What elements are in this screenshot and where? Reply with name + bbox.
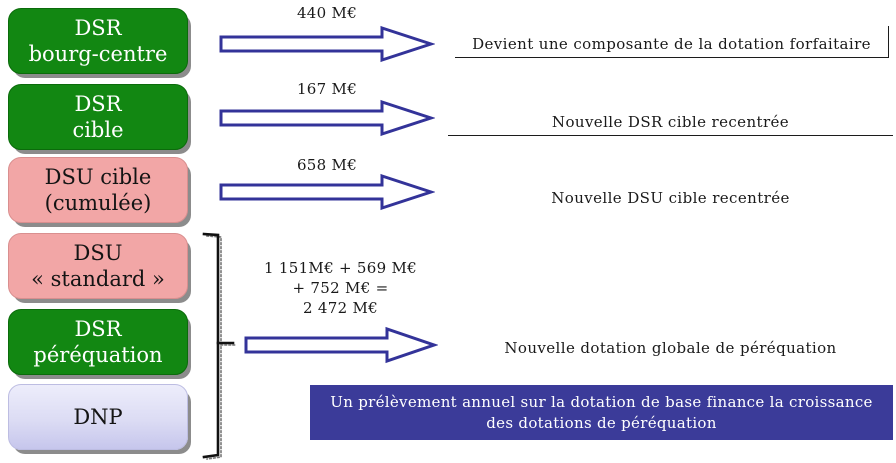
box-label-line: DSU cible [44, 165, 152, 189]
result-text: Nouvelle DSU cible recentrée [551, 189, 790, 207]
source-box-dsu-cible-cumulee [8, 157, 188, 223]
source-box-dsr-cible [8, 84, 188, 150]
box-label-line: (cumulée) [44, 191, 152, 215]
group-bracket [198, 227, 242, 463]
flow-amount-3: 658 M€ [296, 156, 358, 174]
right-arrow-icon [219, 25, 435, 63]
right-arrow-icon [219, 173, 435, 211]
box-label-line: bourg-centre [28, 42, 168, 66]
sum-line: + 752 M€ = [292, 279, 389, 297]
box-label-line: DSR [74, 317, 122, 341]
box-label-line: « standard » [31, 267, 165, 291]
box-label-line: cible [72, 118, 124, 142]
result-dotation-forfaitaire [455, 26, 889, 58]
right-arrow-icon [244, 326, 438, 364]
flow-amount-sum [238, 258, 443, 318]
result-text: Devient une composante de la dotation forfaitaire [472, 35, 871, 53]
sum-line: 2 472 M€ [302, 299, 378, 317]
result-text: Nouvelle DSR cible recentrée [551, 113, 790, 131]
source-box-dsu-standard [8, 233, 188, 299]
result-text: Nouvelle dotation globale de péréquation [504, 339, 837, 357]
right-arrow-icon [219, 99, 435, 137]
source-box-dnp [8, 384, 188, 450]
box-label-line: DSR [74, 92, 122, 116]
result-dsu-cible-recentree [448, 181, 893, 211]
note-text: Un prélèvement annuel sur la dotation de base finance la croissance des dotations de péréquation [330, 392, 873, 432]
result-dotation-globale-perequation [448, 331, 893, 361]
flow-amount-2: 167 M€ [296, 80, 358, 98]
box-label-line: DNP [73, 405, 123, 429]
result-dsr-cible-recentree [448, 103, 893, 136]
sum-line: 1 151M€ + 569 M€ [263, 259, 418, 277]
note-prelevement-annuel [310, 385, 893, 440]
box-label-line: DSR [74, 16, 122, 40]
box-label-line: péréquation [33, 343, 163, 367]
source-box-dsr-perequation [8, 309, 188, 375]
source-box-dsr-bourg-centre [8, 8, 188, 74]
flow-amount-1: 440 M€ [296, 4, 358, 22]
box-label-line: DSU [73, 241, 123, 265]
